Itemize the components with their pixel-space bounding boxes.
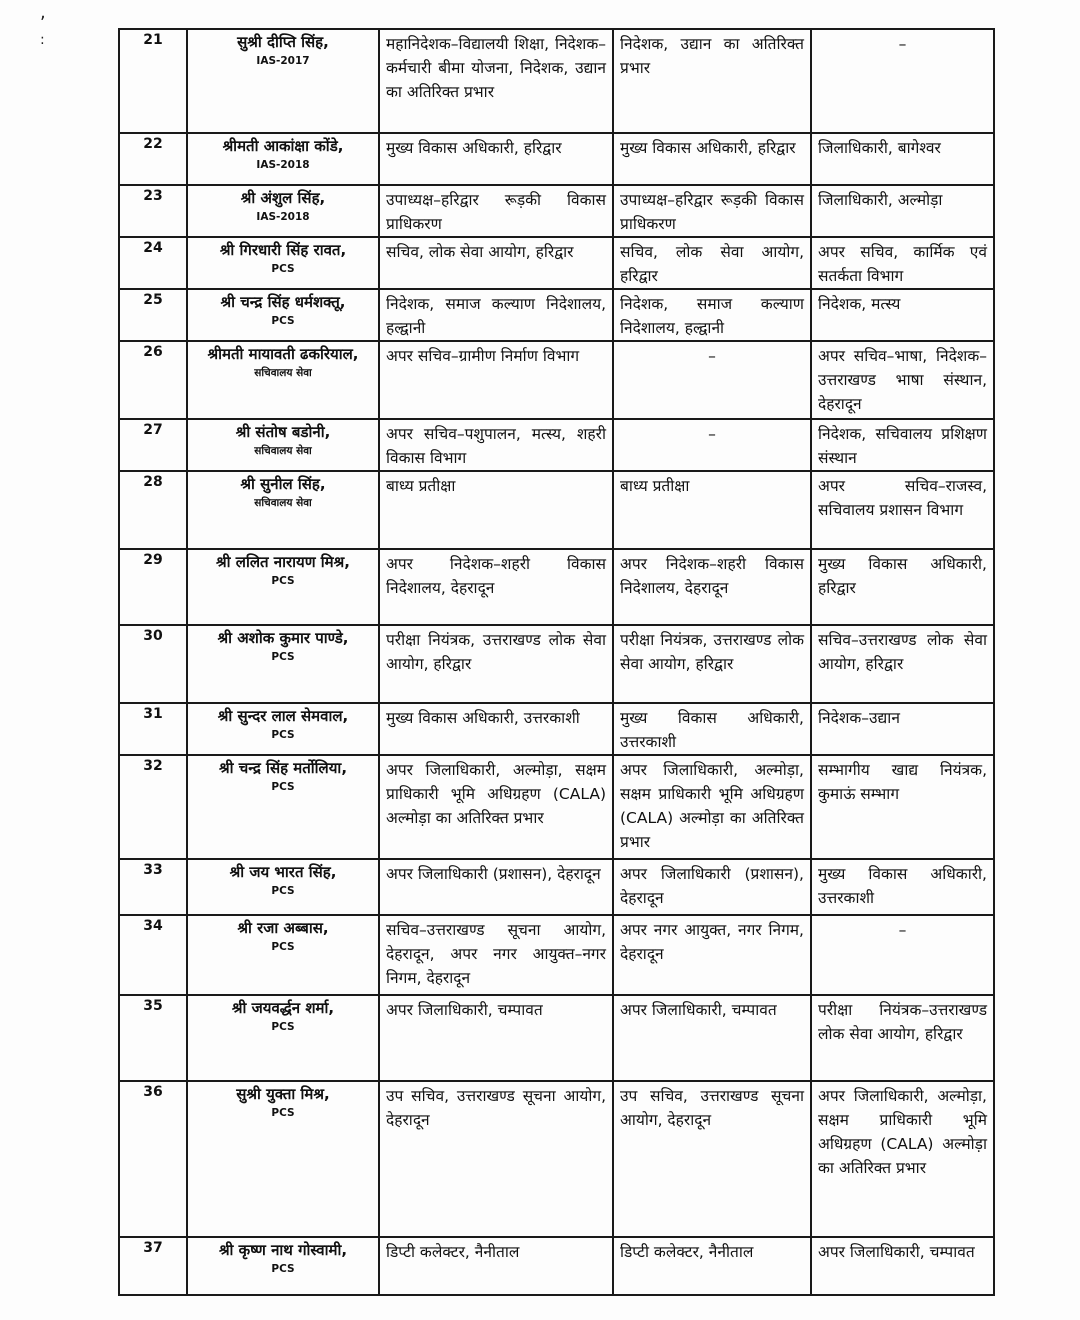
officer-service: PCS [271,1021,295,1033]
current-posting: मुख्य विकास अधिकारी, हरिद्वार [386,139,562,157]
relieved-from: निदेशक, समाज कल्याण निदेशालय, हल्द्वानी [620,295,804,337]
relieved-from: अपर जिलाधिकारी (प्रशासन), देहरादून [620,865,804,907]
new-posting-cell [811,29,994,133]
current-posting-cell [379,237,613,289]
current-posting: सचिव–उत्तराखण्ड सूचना आयोग, देहरादून, अपर नगर आयुक्त–नगर निगम, देहरादून [386,921,606,987]
new-posting: जिलाधिकारी, बागेश्वर [818,139,941,157]
current-posting-cell [379,341,613,419]
officer-service: PCS [271,1263,295,1275]
officer-name: श्री कृष्ण नाथ गोस्वामी, [218,1241,348,1259]
officer-cell [187,29,379,133]
relieved-from: उप सचिव, उत्तराखण्ड सूचना आयोग, देहरादून [620,1087,804,1129]
new-posting-cell [811,1237,994,1295]
current-posting-cell [379,1237,613,1295]
current-posting: निदेशक, समाज कल्याण निदेशालय, हल्द्वानी [386,295,606,337]
officer-name: सुश्री दीप्ति सिंह, [237,33,329,51]
officer-cell [187,755,379,859]
table-row [119,755,994,859]
current-posting-cell [379,915,613,995]
table-row [119,859,994,915]
relieved-from: – [708,425,716,443]
officer-name: श्री गिरधारी सिंह रावत, [219,241,347,259]
new-posting-cell [811,549,994,625]
new-posting: सचिव–उत्तराखण्ड लोक सेवा आयोग, हरिद्वार [818,631,987,673]
current-posting: सचिव, लोक सेवा आयोग, हरिद्वार [386,243,574,261]
relieved-from-cell [613,419,811,471]
table-row [119,419,994,471]
officer-cell [187,995,379,1081]
current-posting-cell [379,755,613,859]
current-posting: उपाध्यक्ष–हरिद्वार रूड़की विकास प्राधिकरण [386,191,606,233]
new-posting: अपर जिलाधिकारी, अल्मोड़ा, सक्षम प्राधिकारी भूमि अधिग्रहण (CALA) अल्मोड़ा का अतिरिक्त प्रभार [818,1087,987,1177]
officer-name: श्री जय भारत सिंह, [229,863,337,881]
officer-service: PCS [271,315,295,327]
relieved-from: डिप्टी कलेक्टर, नैनीताल [620,1243,754,1261]
officer-name: श्री सुन्दर लाल सेमवाल, [217,707,349,725]
officer-name: श्री अंशुल सिंह, [240,189,326,207]
relieved-from-cell [613,471,811,549]
current-posting-cell [379,995,613,1081]
new-posting: निदेशक, सचिवालय प्रशिक्षण संस्थान [818,425,987,467]
relieved-from: बाध्य प्रतीक्षा [620,477,690,495]
serial-number: 37 [119,1237,187,1295]
relieved-from-cell [613,185,811,237]
table-row [119,185,994,237]
relieved-from-cell [613,755,811,859]
current-posting-cell [379,289,613,341]
new-posting-cell [811,419,994,471]
officer-service: सचिवालय सेवा [254,367,312,379]
current-posting: अपर सचिव–पशुपालन, मत्स्य, शहरी विकास विभाग [386,425,606,467]
new-posting: निदेशक, मत्स्य [818,295,901,313]
current-posting: अपर जिलाधिकारी, चम्पावत [386,1001,543,1019]
current-posting-cell [379,1081,613,1237]
table-row [119,133,994,185]
current-posting: अपर जिलाधिकारी (प्रशासन), देहरादून [386,865,601,883]
new-posting-cell [811,995,994,1081]
officer-service: PCS [271,651,295,663]
margin-mark: : [40,32,45,48]
current-posting-cell [379,133,613,185]
officer-name: श्री संतोष बडोनी, [235,423,331,441]
relieved-from-cell [613,859,811,915]
new-posting: निदेशक–उद्यान [818,709,900,727]
officer-service: PCS [271,1107,295,1119]
table-row [119,341,994,419]
officer-name: श्री सुनील सिंह, [240,475,326,493]
serial-number: 24 [119,237,187,289]
serial-number: 21 [119,29,187,133]
relieved-from-cell [613,29,811,133]
table-row [119,915,994,995]
officer-service: सचिवालय सेवा [254,445,312,457]
current-posting-cell [379,703,613,755]
new-posting-cell [811,859,994,915]
officer-service: PCS [271,941,295,953]
relieved-from-cell [613,915,811,995]
officer-service: PCS [271,729,295,741]
relieved-from-cell [613,133,811,185]
officer-cell [187,237,379,289]
table-row [119,549,994,625]
relieved-from: अपर निदेशक–शहरी विकास निदेशालय, देहरादून [620,555,804,597]
officer-name: श्री चन्द्र सिंह मर्तोलिया, [218,759,348,777]
new-posting-cell [811,755,994,859]
relieved-from: अपर जिलाधिकारी, चम्पावत [620,1001,777,1019]
officer-service: PCS [271,575,295,587]
relieved-from: निदेशक, उद्यान का अतिरिक्त प्रभार [620,35,804,77]
current-posting: महानिदेशक–विद्यालयी शिक्षा, निदेशक–कर्मचारी बीमा योजना, निदेशक, उद्यान का अतिरिक्त प्रभार [386,35,606,101]
serial-number: 23 [119,185,187,237]
new-posting: अपर जिलाधिकारी, चम्पावत [818,1243,975,1261]
new-posting-cell [811,185,994,237]
officer-cell [187,703,379,755]
serial-number: 32 [119,755,187,859]
relieved-from: उपाध्यक्ष–हरिद्वार रूड़की विकास प्राधिकरण [620,191,804,233]
relieved-from: – [708,347,716,365]
current-posting-cell [379,549,613,625]
new-posting: अपर सचिव, कार्मिक एवं सतर्कता विभाग [818,243,987,285]
officer-cell [187,1237,379,1295]
new-posting: मुख्य विकास अधिकारी, उत्तरकाशी [818,865,987,907]
officer-name: श्री अशोक कुमार पाण्डे, [217,629,349,647]
table-row [119,995,994,1081]
current-posting: उप सचिव, उत्तराखण्ड सूचना आयोग, देहरादून [386,1087,606,1129]
serial-number: 30 [119,625,187,703]
relieved-from: अपर नगर आयुक्त, नगर निगम, देहरादून [620,921,804,963]
new-posting-cell [811,625,994,703]
new-posting: सम्भागीय खाद्य नियंत्रक, कुमाऊं सम्भाग [818,761,987,803]
serial-number: 25 [119,289,187,341]
officer-cell [187,859,379,915]
officer-name: श्री रजा अब्बास, [237,919,329,937]
officer-service: IAS-2018 [256,159,310,171]
relieved-from-cell [613,289,811,341]
relieved-from-cell [613,703,811,755]
officer-service: PCS [271,885,295,897]
serial-number: 27 [119,419,187,471]
relieved-from-cell [613,237,811,289]
serial-number: 36 [119,1081,187,1237]
new-posting-cell [811,133,994,185]
officer-name: श्री जयवर्द्धन शर्मा, [231,999,335,1017]
officer-cell [187,185,379,237]
new-posting: – [898,35,907,53]
officer-name: श्री चन्द्र सिंह धर्मशक्तू, [220,293,346,311]
serial-number: 35 [119,995,187,1081]
officer-cell [187,341,379,419]
new-posting: जिलाधिकारी, अल्मोड़ा [818,191,943,209]
relieved-from-cell [613,625,811,703]
table-row [119,237,994,289]
officer-cell [187,915,379,995]
current-posting: बाध्य प्रतीक्षा [386,477,456,495]
officer-name: श्रीमती आकांक्षा कोंडे, [222,137,344,155]
officer-service: IAS-2017 [256,55,310,67]
serial-number: 29 [119,549,187,625]
new-posting: परीक्षा नियंत्रक–उत्तराखण्ड लोक सेवा आयोग, हरिद्वार [818,1001,987,1043]
officer-name: श्रीमती मायावती ढकरियाल, [207,345,359,363]
new-posting: – [898,921,907,939]
officer-cell [187,549,379,625]
serial-number: 26 [119,341,187,419]
relieved-from: परीक्षा नियंत्रक, उत्तराखण्ड लोक सेवा आयोग, हरिद्वार [620,631,804,673]
serial-number: 34 [119,915,187,995]
margin-mark: , [40,2,46,23]
new-posting-cell [811,915,994,995]
current-posting-cell [379,859,613,915]
current-posting-cell [379,471,613,549]
officer-cell [187,289,379,341]
current-posting-cell [379,625,613,703]
current-posting: डिप्टी कलेक्टर, नैनीताल [386,1243,520,1261]
relieved-from-cell [613,549,811,625]
new-posting-cell [811,471,994,549]
officer-service: IAS-2018 [256,211,310,223]
officer-service: PCS [271,263,295,275]
table-row [119,289,994,341]
relieved-from: मुख्य विकास अधिकारी, उत्तरकाशी [620,709,804,751]
new-posting-cell [811,289,994,341]
table-row [119,471,994,549]
current-posting: अपर सचिव–ग्रामीण निर्माण विभाग [386,347,580,365]
officer-cell [187,625,379,703]
new-posting-cell [811,1081,994,1237]
table-row [119,29,994,133]
relieved-from: अपर जिलाधिकारी, अल्मोड़ा, सक्षम प्राधिकारी भूमि अधिग्रहण (CALA) अल्मोड़ा का अतिरिक्त प्रभार [620,761,804,851]
serial-number: 31 [119,703,187,755]
current-posting: अपर जिलाधिकारी, अल्मोड़ा, सक्षम प्राधिकारी भूमि अधिग्रहण (CALA) अल्मोड़ा का अतिरिक्त प्रभार [386,761,606,827]
new-posting-cell [811,703,994,755]
relieved-from-cell [613,995,811,1081]
table-row [119,1237,994,1295]
officer-name: सुश्री युक्ता मिश्र, [236,1085,330,1103]
transfer-table [118,28,995,1296]
officer-service: PCS [271,781,295,793]
relieved-from-cell [613,1081,811,1237]
current-posting: मुख्य विकास अधिकारी, उत्तरकाशी [386,709,580,727]
officer-cell [187,419,379,471]
serial-number: 28 [119,471,187,549]
new-posting: अपर सचिव–भाषा, निदेशक–उत्तराखण्ड भाषा संस्थान, देहरादून [818,347,987,413]
relieved-from: मुख्य विकास अधिकारी, हरिद्वार [620,139,796,157]
officer-cell [187,471,379,549]
current-posting: परीक्षा नियंत्रक, उत्तराखण्ड लोक सेवा आयोग, हरिद्वार [386,631,606,673]
current-posting: अपर निदेशक–शहरी विकास निदेशालय, देहरादून [386,555,606,597]
new-posting: मुख्य विकास अधिकारी, हरिद्वार [818,555,987,597]
new-posting: अपर सचिव–राजस्व, सचिवालय प्रशासन विभाग [818,477,987,519]
officer-cell [187,133,379,185]
officer-cell [187,1081,379,1237]
relieved-from-cell [613,341,811,419]
current-posting-cell [379,29,613,133]
table-row [119,703,994,755]
serial-number: 33 [119,859,187,915]
new-posting-cell [811,341,994,419]
officer-service: सचिवालय सेवा [254,497,312,509]
serial-number: 22 [119,133,187,185]
table-row [119,1081,994,1237]
officer-name: श्री ललित नारायण मिश्र, [216,553,350,571]
relieved-from: सचिव, लोक सेवा आयोग, हरिद्वार [620,243,804,285]
table-row [119,625,994,703]
new-posting-cell [811,237,994,289]
current-posting-cell [379,185,613,237]
relieved-from-cell [613,1237,811,1295]
current-posting-cell [379,419,613,471]
